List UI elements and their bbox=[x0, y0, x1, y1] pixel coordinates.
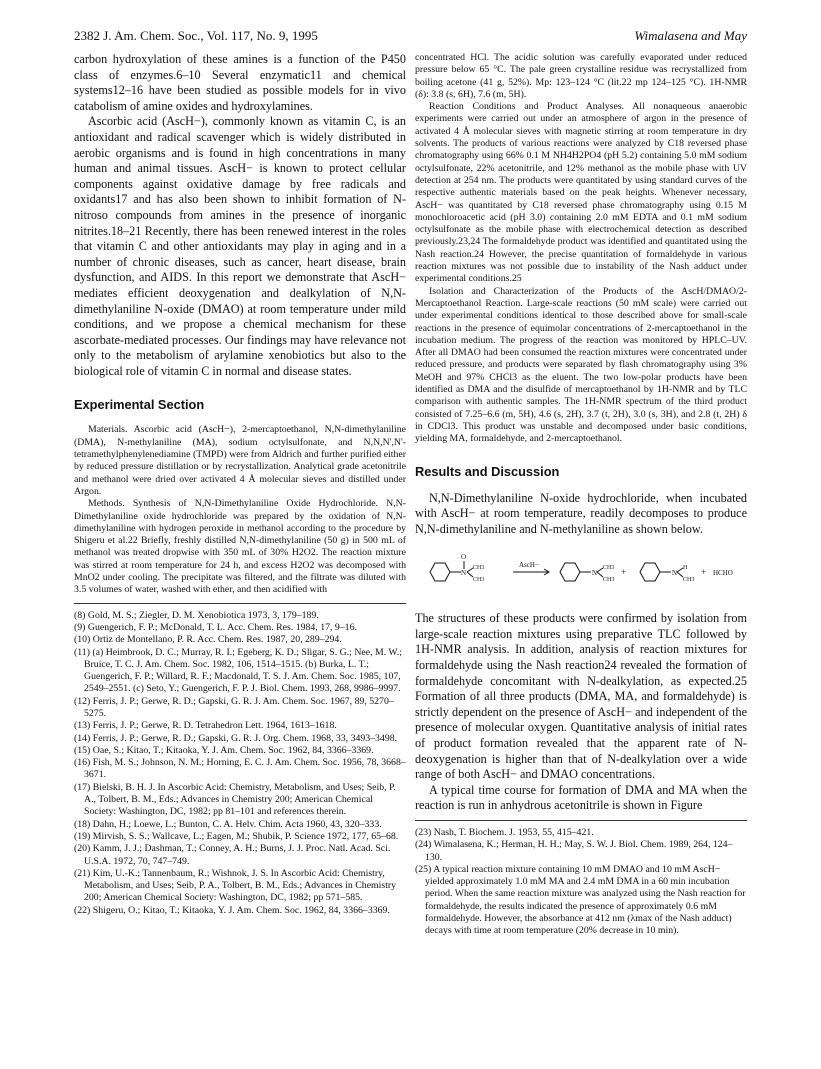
reference-item: (12) Ferris, J. P.; Gerwe, R. D.; Gapski, G. R. J. Am. Chem. Soc. 1967, 89, 5270–5275. bbox=[74, 695, 394, 719]
reference-item: (22) Shigeru, O.; Kitao, T.; Kitaoka, Y. J. Am. Chem. Soc. 1962, 84, 3366–3369. bbox=[74, 904, 390, 916]
scheme-nitrogen-label: N bbox=[461, 569, 467, 578]
benzene-ring-ma bbox=[640, 563, 660, 581]
reference-item: (24) Wimalasena, K.; Herman, H. H.; May, S. W. J. Biol. Chem. 1989, 264, 124–130. bbox=[415, 839, 733, 863]
scheme-hydrogen-label: H bbox=[683, 565, 688, 572]
reaction-scheme bbox=[415, 549, 747, 597]
results-paragraph-3: A typical time course for formation of DMA and MA when the reaction is run in anhydrous acetonitrile is shown in Figure bbox=[415, 782, 747, 813]
reference-item: (20) Kamm, J. J.; Dashman, T.; Conney, A. H.; Burns, J. J. Proc. Natl. Acad. Sci. U.S.A. 1972, 70, 747–749. bbox=[74, 843, 391, 867]
scheme-plus-sign: + bbox=[701, 567, 707, 578]
header-journal-citation: 2382 J. Am. Chem. Soc., Vol. 117, No. 9, 1995 bbox=[74, 28, 318, 43]
results-paragraph-2: The structures of these products were confirmed by isolation from large-scale reaction mixtures using preparative TLC followed by 1H-NMR analysis. In addition, analysis of reaction mixtures for formaldehyde using the Nash reaction24 revealed the formation of formaldehyde concomitant with N-dealkylation, as expected.25 Formation of all three products (DMA, MA, and formaldehyde) is strictly dependent on the presence of AscH− and independent of the presence of molecular oxygen. Quantitative analysis of initial rates of product formation revealed that the apparent rate of N-deoxygenation is higher than that of N-dealkylation over a wide range of both AscH− and DMAO concentrations. bbox=[415, 611, 747, 782]
methods-paragraph: Methods. Synthesis of N,N-Dimethylaniline Oxide Hydrochloride. N,N-Dimethylaniline oxide hydrochloride was prepared by the oxidation of N,N-dimethylaniline with hydrogen peroxide in methanol according to the procedure by Shigeru et al.22 Briefly, freshly distilled N,N-dimethylaniline (50 g) in 500 mL of methanol was treated dropwise with 350 mL of 30% H2O2. The reaction mixture was stirred at room temperature for 24 h, and excess H2O2 was decomposed with MnO2 under cooling. The precipitate was filtered, and the filtrate was diluted with 3.5 volumes of water, washed with ether, and then acidified with bbox=[74, 498, 406, 596]
reference-item: (17) Bielski, B. H. J. In Ascorbic Acid: Chemistry, Metabolism, and Uses; Seib, P. A., Tolbert, B. M., Eds.; Advances in Chemistry 200; American Chemical Society: Washington, DC, 1982; pp 81–101 and references therein. bbox=[74, 781, 396, 818]
results-paragraph-1: N,N-Dimethylaniline N-oxide hydrochloride, when incubated with AscH− at room temperature, readily decomposes to produce N,N-dimethylaniline and N-methylaniline as shown below. bbox=[415, 490, 747, 536]
reaction-conditions-paragraph: Reaction Conditions and Product Analyses. All nonaqueous anaerobic experiments were carried out under an atmosphere of argon in the presence of activated 4 Å molecular sieves with magnetic stirring at room temperature in dry solvents. The products of various reactions were analyzed by C18 reversed phase chromatography using 66% 0.1 M NH4H2PO4 (pH 5.2) containing 5.0 mM sodium octylsulfonate, 22% acetonitrile, and 12% methanol as the mobile phase with UV detection at 254 nm. The products were quantitated by using standard curves of the respective authentic materials based on the peak heights. Whenever necessary, AscH− was quantitated by C18 reversed phase chromatography using 0.15 M monochloroacetic acid (pH 3.0) containing 2.0 mM EDTA and 0.1 mM sodium octylsulfonate as the mobile phase with electrochemical detection as described previously.23,24 The formaldehyde product was identified and quantitated using the Nash reaction.24 However, the precise quantitation of formaldehyde in various reaction mixtures was not possible due to instability of the Nash adduct under experimental conditions.25 bbox=[415, 101, 747, 285]
reference-item: (19) Mirvish, S. S.; Wallcave, L.; Eagen, M.; Shubik, P. Science 1972, 177, 65–68. bbox=[74, 830, 399, 842]
scheme-nitrogen-label: N bbox=[672, 569, 678, 578]
scheme-nitrogen-label: N bbox=[592, 569, 598, 578]
reference-item: (14) Ferris, J. P.; Gerwe, R. D.; Gapski, G. R. J. Org. Chem. 1968, 33, 3493–3498. bbox=[74, 732, 398, 744]
scheme-formaldehyde-label: HCHO bbox=[713, 569, 733, 578]
scheme-oxygen-label: O bbox=[461, 553, 467, 562]
intro-paragraph-2: Ascorbic acid (AscH−), commonly known as vitamin C, is an antioxidant and radical scavenger which is widely distributed in aerobic organisms and is found in high concentrations in many human and animal tissues. AscH− is known to protect cellular components against oxidative damage by free radicals and oxidants17 and has also been shown to inhibit formation of N-nitroso compounds from amines in the presence of inorganic nitrites.18–21 Recently, there has been renewed interest in the roles that vitamin C and other antioxidants may play in aging and in a number of chronic diseases, such as cancer, heart disease, brain dysfunction, and AIDS. In this report we demonstrate that AscH− mediates efficient deoxygenation and dealkylation of N,N-dimethylaniline N-oxide (DMAO) at room temperature under mild conditions, and we propose a chemical mechanism for these ascorbate-mediated processes. Our findings may have relevance not only to the metabolism of arylamine xenobiotics but also to the biological role of vitamin C in normal and disease states. bbox=[74, 114, 406, 378]
scheme-methyl-label: CH3 bbox=[603, 577, 615, 584]
reference-item: (16) Fish, M. S.; Johnson, N. M.; Horning, E. C. J. Am. Chem. Soc. 1956, 78, 3668–3671. bbox=[74, 757, 406, 781]
synthesis-continued-paragraph: concentrated HCl. The acidic solution was carefully evaporated under reduced pressure below 65 °C. The pale green crystalline residue was recrystallized from boiling acetone (41 g, 52%). Mp: 123–124 °C (lit.22 mp 124–125 °C). 1H-NMR (δ): 3.8 (s, 6H), 7.6 (m, 5H). bbox=[415, 52, 747, 100]
header-authors: Wimalasena and May bbox=[634, 28, 747, 43]
right-column bbox=[415, 52, 747, 938]
footnote-divider bbox=[74, 603, 406, 604]
reference-item: (11) (a) Heimbrook, D. C.; Murray, R. I.; Egeberg, K. D.; Sligar, S. G.; Nee, M. W.; Bruice, T. C. J. Am. Chem. Soc. 1982, 106, 1514–1515. (b) Burka, L. T.; Guengerich, F. P.; Willard, R. F.; Macdonald, T. S. J. Am. Chem. Soc. 1985, 107, 2549–2551. (c) Seto, Y.; Guengerich, F. P. J. Biol. Chem. 1993, 268, 9986–9997. bbox=[74, 646, 402, 695]
scheme-methyl-label: CH3 bbox=[473, 565, 485, 572]
reference-item: (15) Oae, S.; Kitao, T.; Kitaoka, Y. J. Am. Chem. Soc. 1962, 84, 3366–3369. bbox=[74, 744, 374, 756]
intro-paragraph-1: carbon hydroxylation of these amines is a function of the P450 class of enzymes.6–10 Several enzymatic11 and chemical systems12–16 have been studied as possible models for in vivo catabolism of amine oxides and hydroxylamines. bbox=[74, 52, 406, 113]
reference-item: (25) A typical reaction mixture containing 10 mM DMAO and 10 mM AscH− yielded approximately 1.0 mM MA and 2.4 mM DMA in a 60 min incubation period. When the same reaction mixture was analyzed using the Nash reaction for formaldehyde, the results indicated the presence of approximately 0.6 mM formaldehyde. However, the absorbance at 412 nm (λmax of the Nash adduct) decays with time at room temperature (20% decrease in 10 min). bbox=[415, 863, 746, 937]
reaction-scheme-drawing bbox=[415, 549, 747, 597]
scheme-methyl-label: CH3 bbox=[473, 577, 485, 584]
scheme-methyl-label: CH3 bbox=[603, 565, 615, 572]
reference-item: (8) Gold, M. S.; Ziegler, D. M. Xenobiotica 1973, 3, 179–189. bbox=[74, 609, 319, 621]
reference-item: (10) Ortiz de Montellano, P. R. Acc. Chem. Res. 1987, 20, 289–294. bbox=[74, 634, 342, 646]
results-section-heading: Results and Discussion bbox=[415, 463, 560, 479]
footnote-divider bbox=[415, 820, 747, 821]
right-references bbox=[415, 827, 747, 938]
reference-item: (21) Kim, U.-K.; Tannenbaum, R.; Wishnok, J. S. In Ascorbic Acid: Chemistry, Metabolism, and Uses; Seib, P. A., Tolbert, B. M., Eds.; Advances in Chemistry 200; American Chemical Society: Washington, DC, 1982; pp 571–585. bbox=[74, 867, 397, 904]
materials-paragraph: Materials. Ascorbic acid (AscH−), 2-mercaptoethanol, N,N-dimethylaniline (DMA), N-methylaniline (MA), sodium octylsulfonate, and N,N,N',N'-tetramethylphenylenediamine (TMPD) were from Aldrich and further purified either by reduced pressure distillation or by recrystallization. Analytical grade acetonitrile and methanol were dried over activated 4 Å molecular sieves and distilled under Argon. bbox=[74, 424, 406, 497]
scheme-reagent-label: AscH− bbox=[519, 561, 539, 570]
reference-item: (23) Nash, T. Biochem. J. 1953, 55, 415–421. bbox=[415, 827, 594, 838]
left-column bbox=[74, 52, 406, 917]
isolation-paragraph: Isolation and Characterization of the Products of the AscH/DMAO/2-Mercaptoethanol Reaction. Large-scale reactions (50 mM scale) were carried out under experimental conditions identical to those described above for small-scale reactions in the presence of equimolar concentrations of 2-mercaptoethanol in the incubation medium. The progress of the reaction was monitored by HPLC–UV. After all DMAO had been consumed the reaction mixtures were concentrated under reduced pressure, and products were separated by flash chromatography using 3% MeOH and 97% CHCl3 as the eluent. The two low-polar products have been identified as DMA and the disulfide of mercaptoethanol by 1H-NMR and by TLC comparison with authentic samples. The 1H-NMR spectrum of the third product consisted of 7.25–6.6 (m, 5H), 4.6 (s, 2H), 3.7 (t, 2H), 3.0 (s, 3H), and 2.8 (t, 2H) δ in CDCl3. This product was unstable and decomposed under basic conditions, yielding MA, formaldehyde, and 2-mercaptoethanol. bbox=[415, 285, 747, 445]
benzene-ring-reactant bbox=[430, 563, 450, 581]
left-references bbox=[74, 610, 406, 917]
scheme-methyl-label: CH3 bbox=[683, 577, 695, 584]
reference-item: (9) Guengerich, F. P.; McDonald, T. L. Acc. Chem. Res. 1984, 17, 9–16. bbox=[74, 621, 357, 633]
reference-item: (13) Ferris, J. P.; Gerwe, R. D. Tetrahedron Lett. 1964, 1613–1618. bbox=[74, 720, 337, 732]
reference-item: (18) Dahn, H.; Loewe, L.; Bunton, C. A. Helv. Chim. Acta 1960, 43, 320–333. bbox=[74, 818, 382, 830]
benzene-ring-dma bbox=[560, 563, 580, 581]
experimental-section-heading: Experimental Section bbox=[74, 397, 205, 413]
running-header bbox=[74, 28, 747, 46]
scheme-plus-sign: + bbox=[621, 567, 627, 578]
